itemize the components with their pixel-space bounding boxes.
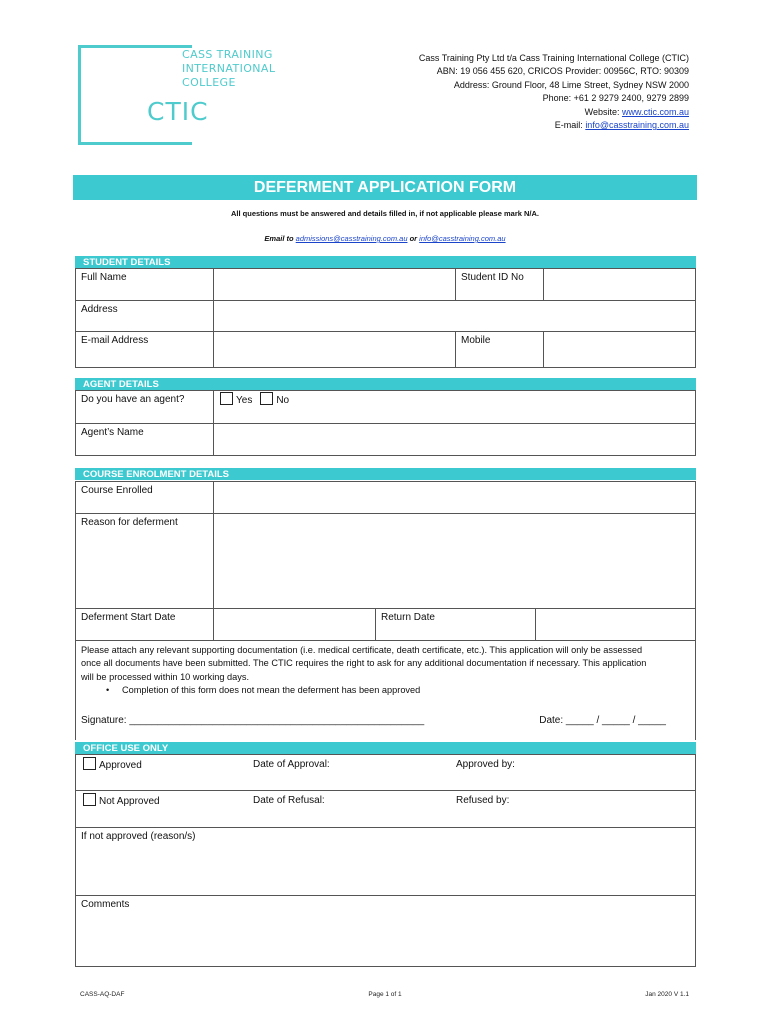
approved-by-label: Approved by: bbox=[456, 759, 515, 770]
footer-document-code: CASS-AQ-DAF bbox=[80, 991, 125, 998]
deferment-start-label: Deferment Start Date bbox=[75, 608, 213, 640]
org-line: Address: Ground Floor, 48 Lime Street, Sydney NSW 2000 bbox=[453, 79, 689, 90]
email-address-label: E-mail Address bbox=[75, 331, 213, 368]
email-or: or bbox=[407, 234, 420, 243]
date-of-approval-label: Date of Approval: bbox=[253, 759, 330, 770]
mobile-field[interactable] bbox=[543, 331, 696, 368]
logo-wordmark bbox=[182, 48, 312, 90]
date-of-refusal-label: Date of Refusal: bbox=[253, 795, 325, 806]
org-website-line bbox=[419, 106, 689, 119]
refusal-reasons-field[interactable] bbox=[75, 827, 696, 895]
note-line: will be processed within 10 working days. bbox=[81, 671, 250, 682]
agent-name-label: Agent’s Name bbox=[75, 423, 213, 456]
agent-choice-cell bbox=[213, 390, 696, 423]
agent-no-checkbox[interactable] bbox=[260, 392, 273, 405]
section-header: AGENT DETAILS bbox=[75, 378, 696, 390]
bullet-text: Completion of this form does not mean the deferment has been approved bbox=[121, 684, 421, 695]
org-line: Phone: +61 2 9279 2400, 9279 2899 bbox=[542, 93, 689, 104]
org-email-line bbox=[419, 119, 689, 132]
student-details-section bbox=[75, 256, 696, 368]
email-label: E-mail: bbox=[554, 120, 586, 131]
email-link[interactable]: info@casstraining.com.au bbox=[585, 120, 689, 131]
refused-by-label: Refused by: bbox=[456, 795, 510, 806]
agent-question-label: Do you have an agent? bbox=[75, 390, 213, 423]
reason-field[interactable] bbox=[213, 513, 696, 608]
address-field[interactable] bbox=[213, 300, 696, 331]
refusal-reasons-label: If not approved (reason/s) bbox=[81, 831, 196, 842]
return-date-field[interactable] bbox=[535, 608, 696, 640]
logo-line: COLLEGE bbox=[182, 76, 236, 89]
instructions: All questions must be answered and details filled in, if not applicable please mark N/A. bbox=[231, 209, 539, 218]
footer-page-number: Page 1 of 1 bbox=[368, 991, 402, 998]
footer-version: Jan 2020 V 1.1 bbox=[645, 991, 689, 998]
approved-label: Approved bbox=[99, 760, 142, 771]
note-line: once all documents have been submitted. The CTIC requires the right to ask for any additional documentation if necessary. This application bbox=[81, 658, 647, 669]
reason-label: Reason for deferment bbox=[75, 513, 213, 608]
email-instructions bbox=[73, 234, 697, 243]
return-date-label: Return Date bbox=[375, 608, 535, 640]
course-enrolment-section bbox=[75, 468, 696, 640]
comments-label: Comments bbox=[81, 899, 130, 910]
address-label: Address bbox=[75, 300, 213, 331]
student-id-label: Student ID No bbox=[455, 268, 543, 300]
approved-row bbox=[75, 754, 696, 790]
agent-yes-label: Yes bbox=[236, 395, 253, 406]
signature-row bbox=[81, 715, 666, 726]
full-name-field[interactable] bbox=[213, 268, 455, 300]
email-prefix: Email to bbox=[264, 234, 296, 243]
not-approved-label: Not Approved bbox=[99, 796, 160, 807]
signature-line[interactable]: Signature: _____________________________________________________ bbox=[81, 715, 425, 726]
deferment-start-field[interactable] bbox=[213, 608, 375, 640]
section-header: COURSE ENROLMENT DETAILS bbox=[75, 468, 696, 480]
course-enrolled-label: Course Enrolled bbox=[75, 481, 213, 513]
agent-details-section bbox=[75, 378, 696, 456]
student-id-field[interactable] bbox=[543, 268, 696, 300]
org-line: ABN: 19 056 455 620, CRICOS Provider: 00956C, RTO: 90309 bbox=[436, 66, 689, 77]
agent-name-field[interactable] bbox=[213, 423, 696, 456]
section-header: OFFICE USE ONLY bbox=[75, 742, 696, 754]
agent-no-label: No bbox=[276, 395, 290, 406]
agent-yes-checkbox[interactable] bbox=[220, 392, 233, 405]
office-use-section bbox=[75, 742, 696, 967]
logo-frame bbox=[78, 45, 192, 145]
admissions-email-link[interactable]: admissions@casstraining.com.au bbox=[295, 234, 408, 243]
note-line: Please attach any relevant supporting documentation (i.e. medical certificate, death certificate, etc.). This application will only be assessed bbox=[81, 645, 643, 655]
email-address-field[interactable] bbox=[213, 331, 455, 368]
approved-checkbox[interactable] bbox=[83, 757, 96, 770]
logo-mark: CTIC bbox=[147, 97, 209, 126]
form-title: DEFERMENT APPLICATION FORM bbox=[73, 175, 697, 200]
comments-field[interactable] bbox=[75, 895, 696, 967]
logo-line: CASS TRAINING bbox=[182, 48, 273, 61]
full-name-label: Full Name bbox=[75, 268, 213, 300]
signature-date[interactable]: Date: _____ / _____ / _____ bbox=[539, 715, 666, 726]
not-approved-checkbox[interactable] bbox=[83, 793, 96, 806]
website-link[interactable]: www.ctic.com.au bbox=[621, 106, 689, 117]
course-enrolled-field[interactable] bbox=[213, 481, 696, 513]
organisation-details bbox=[419, 52, 689, 132]
info-email-link[interactable]: info@casstraining.com.au bbox=[419, 234, 506, 243]
section-header: STUDENT DETAILS bbox=[75, 256, 696, 268]
logo-line: INTERNATIONAL bbox=[182, 62, 276, 75]
mobile-label: Mobile bbox=[455, 331, 543, 368]
website-label: Website: bbox=[584, 106, 622, 117]
org-line: Cass Training Pty Ltd t/a Cass Training International College (CTIC) bbox=[418, 53, 689, 63]
note-bullet: • Completion of this form does not mean the deferment has been approved bbox=[106, 684, 421, 695]
not-approved-row bbox=[75, 790, 696, 827]
